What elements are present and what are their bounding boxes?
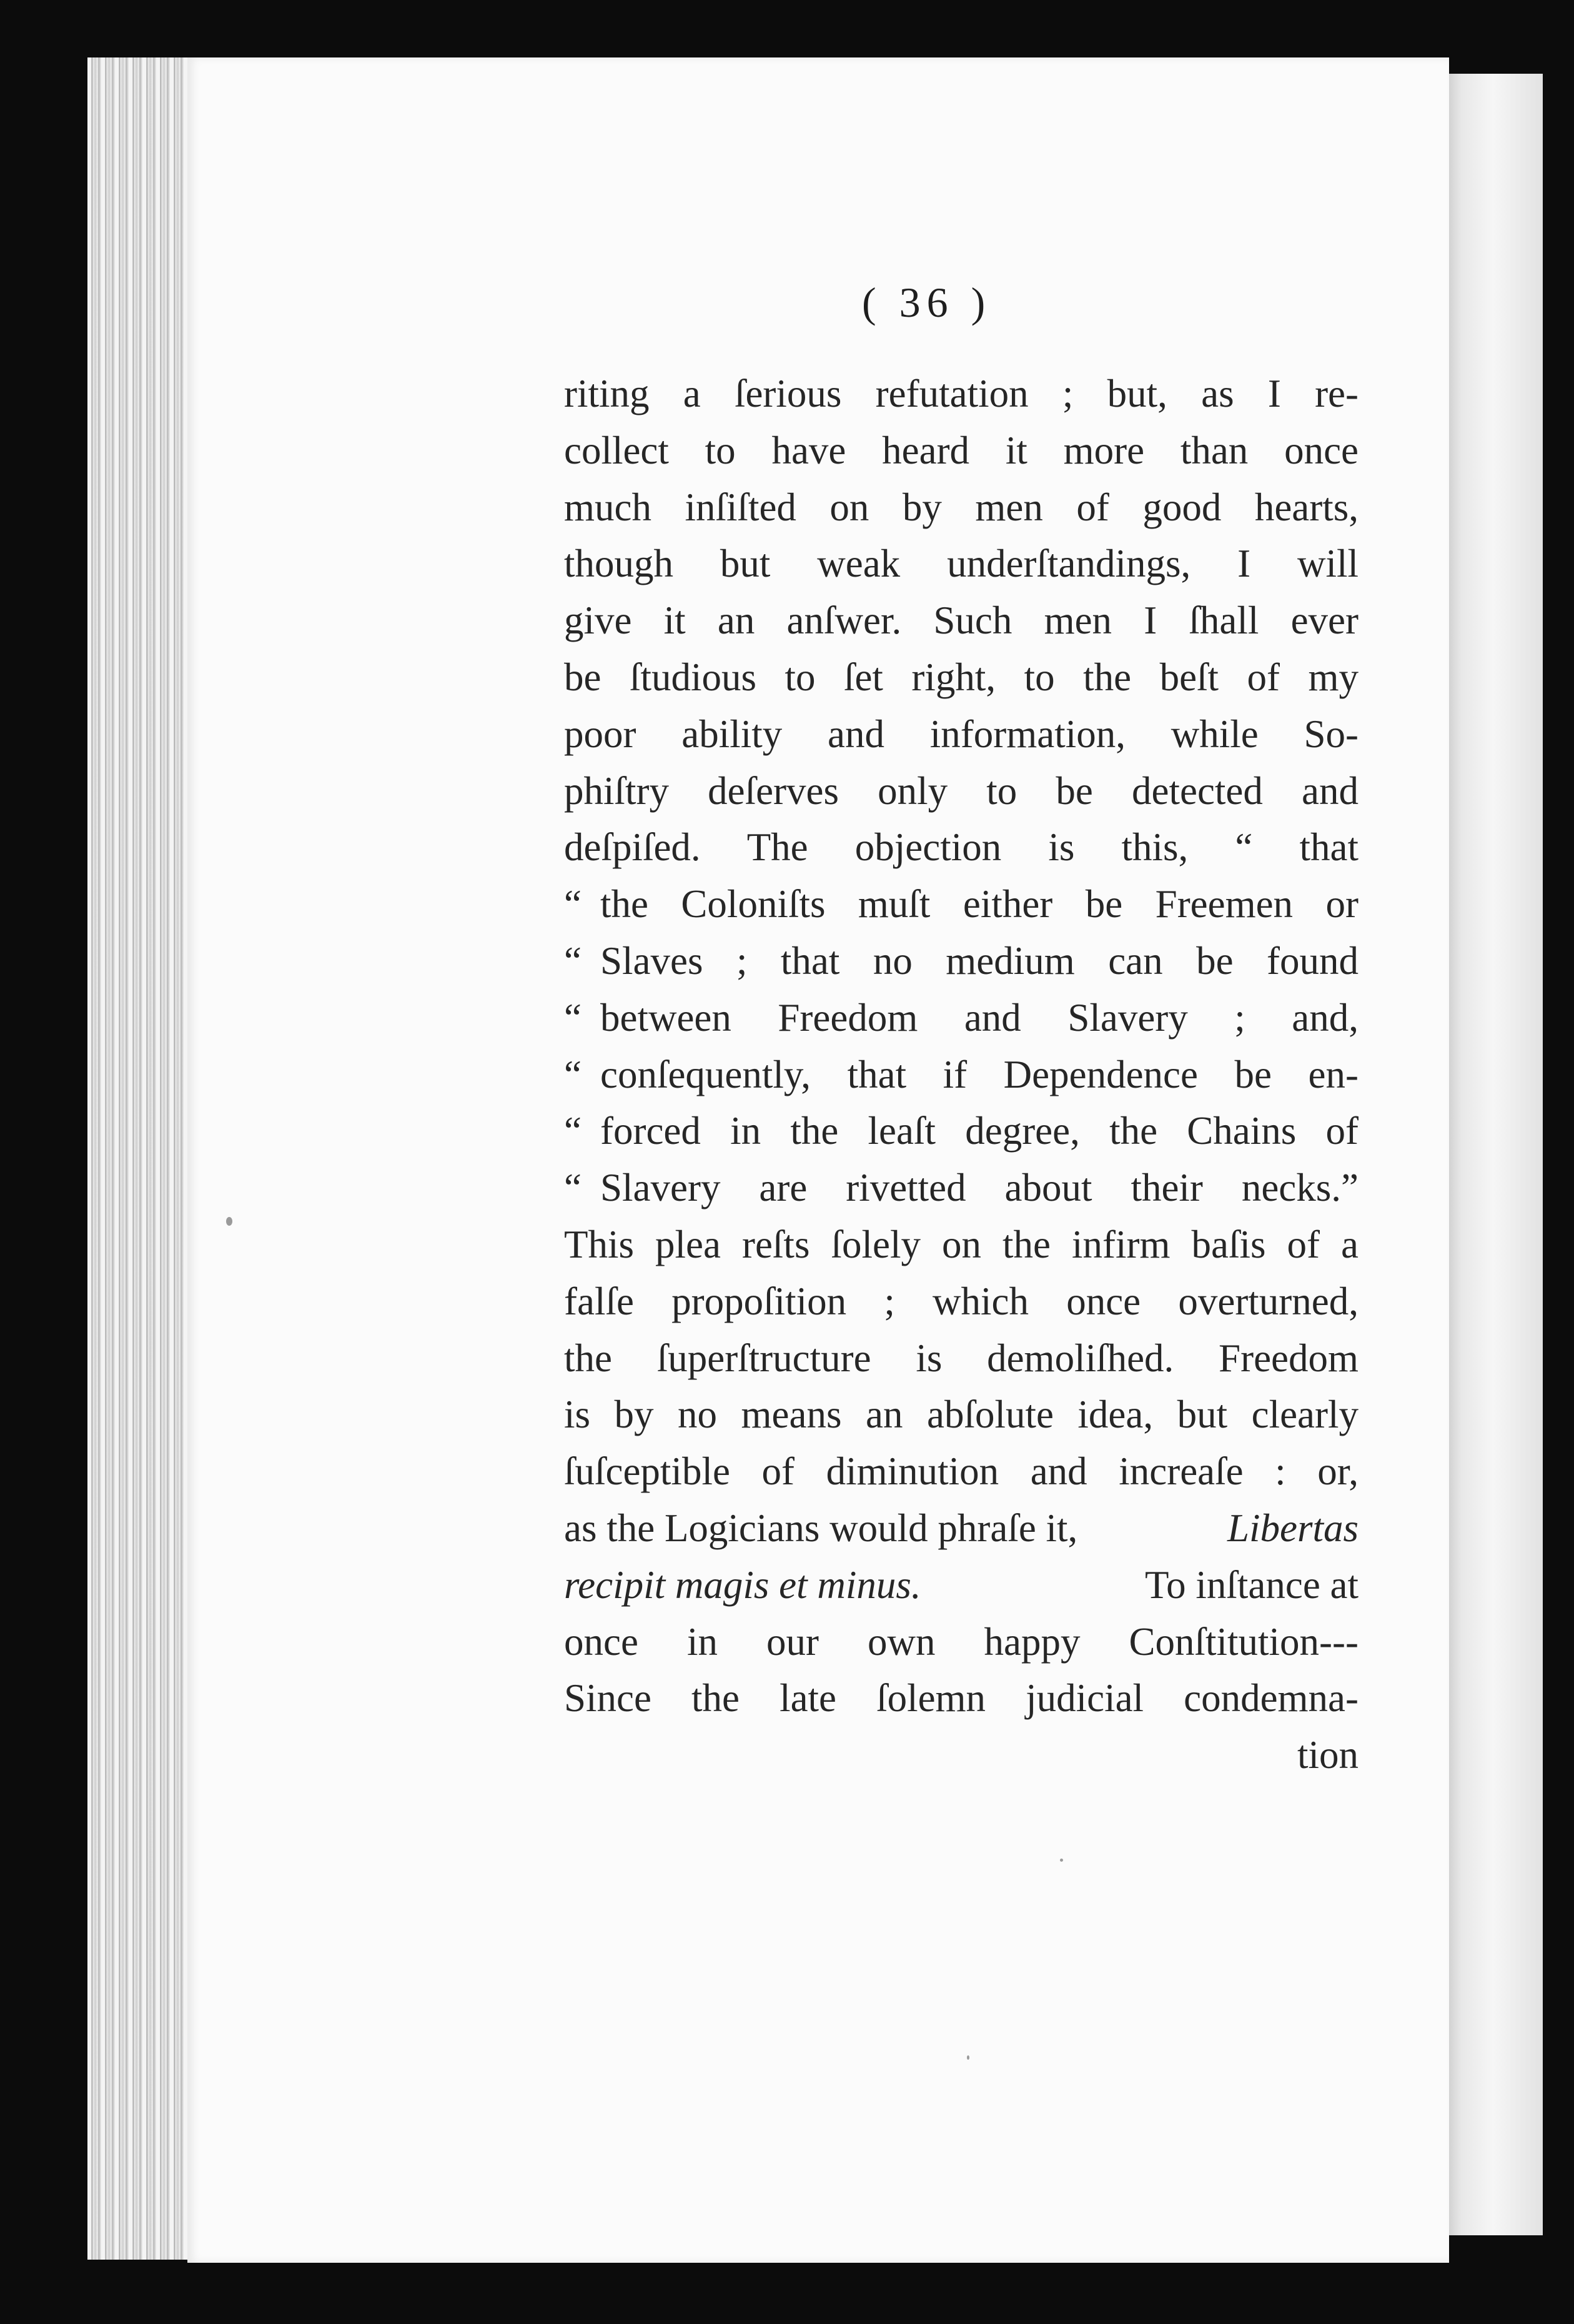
latin-phrase: Libertas	[1227, 1506, 1359, 1550]
quote-mark: “	[564, 1166, 582, 1210]
quote-mark: “	[564, 1109, 582, 1153]
text-line-6: be ſtudious to ſet right, to the beſt of my	[564, 655, 1359, 699]
body-text	[564, 365, 1359, 1784]
text-line-1: riting a ſerious refutation ; but, as I re-	[564, 372, 1359, 415]
facing-page-edge	[1437, 74, 1543, 2235]
text-line-18: the ſuperſtructure is demoliſhed. Freedom	[564, 1336, 1359, 1380]
latin-phrase: recipit magis et minus.	[564, 1562, 921, 1607]
paper-speck	[967, 2055, 969, 2060]
quoted-line-1: “ the Coloniſts muſt either be Freemen or	[564, 876, 1359, 933]
text-line-22: recipit magis et minus. To inſtance at	[564, 1557, 1359, 1614]
quote-mark: “	[564, 995, 582, 1040]
text-line-9: deſpiſed. The objection is this, “ that	[564, 825, 1359, 870]
paper-speck	[226, 1217, 232, 1226]
text-line-17: falſe propoſition ; which once overturned,	[564, 1279, 1359, 1323]
quoted-line-2: “ Slaves ; that no medium can be found	[564, 933, 1359, 990]
text-line-23: once in our own happy Conſtitution---	[564, 1619, 1359, 1664]
text-line-19: is by no means an abſolute idea, but clearly	[564, 1393, 1359, 1437]
text-line-20: ſuſceptible of diminution and increaſe : or,	[564, 1449, 1359, 1494]
text-line-2: collect to have heard it more than once	[564, 428, 1359, 472]
text-line-3: much inſiſted on by men of good hearts,	[564, 485, 1359, 529]
quoted-line-4: “ conſequently, that if Dependence be en-	[564, 1046, 1359, 1103]
page-number: ( 36 )	[862, 279, 992, 326]
quoted-line-3: “ between Freedom and Slavery ; and,	[564, 990, 1359, 1046]
catchword: tion	[1297, 1733, 1359, 1777]
text-line-5: give it an anſwer. Such men I ſhall ever	[564, 598, 1359, 643]
text-line-24: Since the late ſolemn judicial condemna-	[564, 1676, 1359, 1721]
text-line-7: poor ability and information, while So-	[564, 712, 1359, 756]
text-line-4: though but weak underſtandings, I will	[564, 542, 1359, 586]
text-line-8: phiſtry deſerves only to be detected and	[564, 768, 1359, 813]
quote-mark: “	[564, 938, 582, 983]
quote-mark: “	[564, 882, 582, 926]
text-line-16: This plea reſts ſolely on the infirm baſis of a	[564, 1222, 1359, 1266]
quote-mark: “	[564, 1052, 582, 1096]
quoted-line-6: “ Slavery are rivetted about their necks.”	[564, 1160, 1359, 1216]
text-line-21: as the Logicians would phraſe it, Libertas	[564, 1500, 1359, 1557]
paper-speck	[1060, 1859, 1063, 1862]
quoted-line-5: “ forced in the leaſt degree, the Chains of	[564, 1103, 1359, 1160]
